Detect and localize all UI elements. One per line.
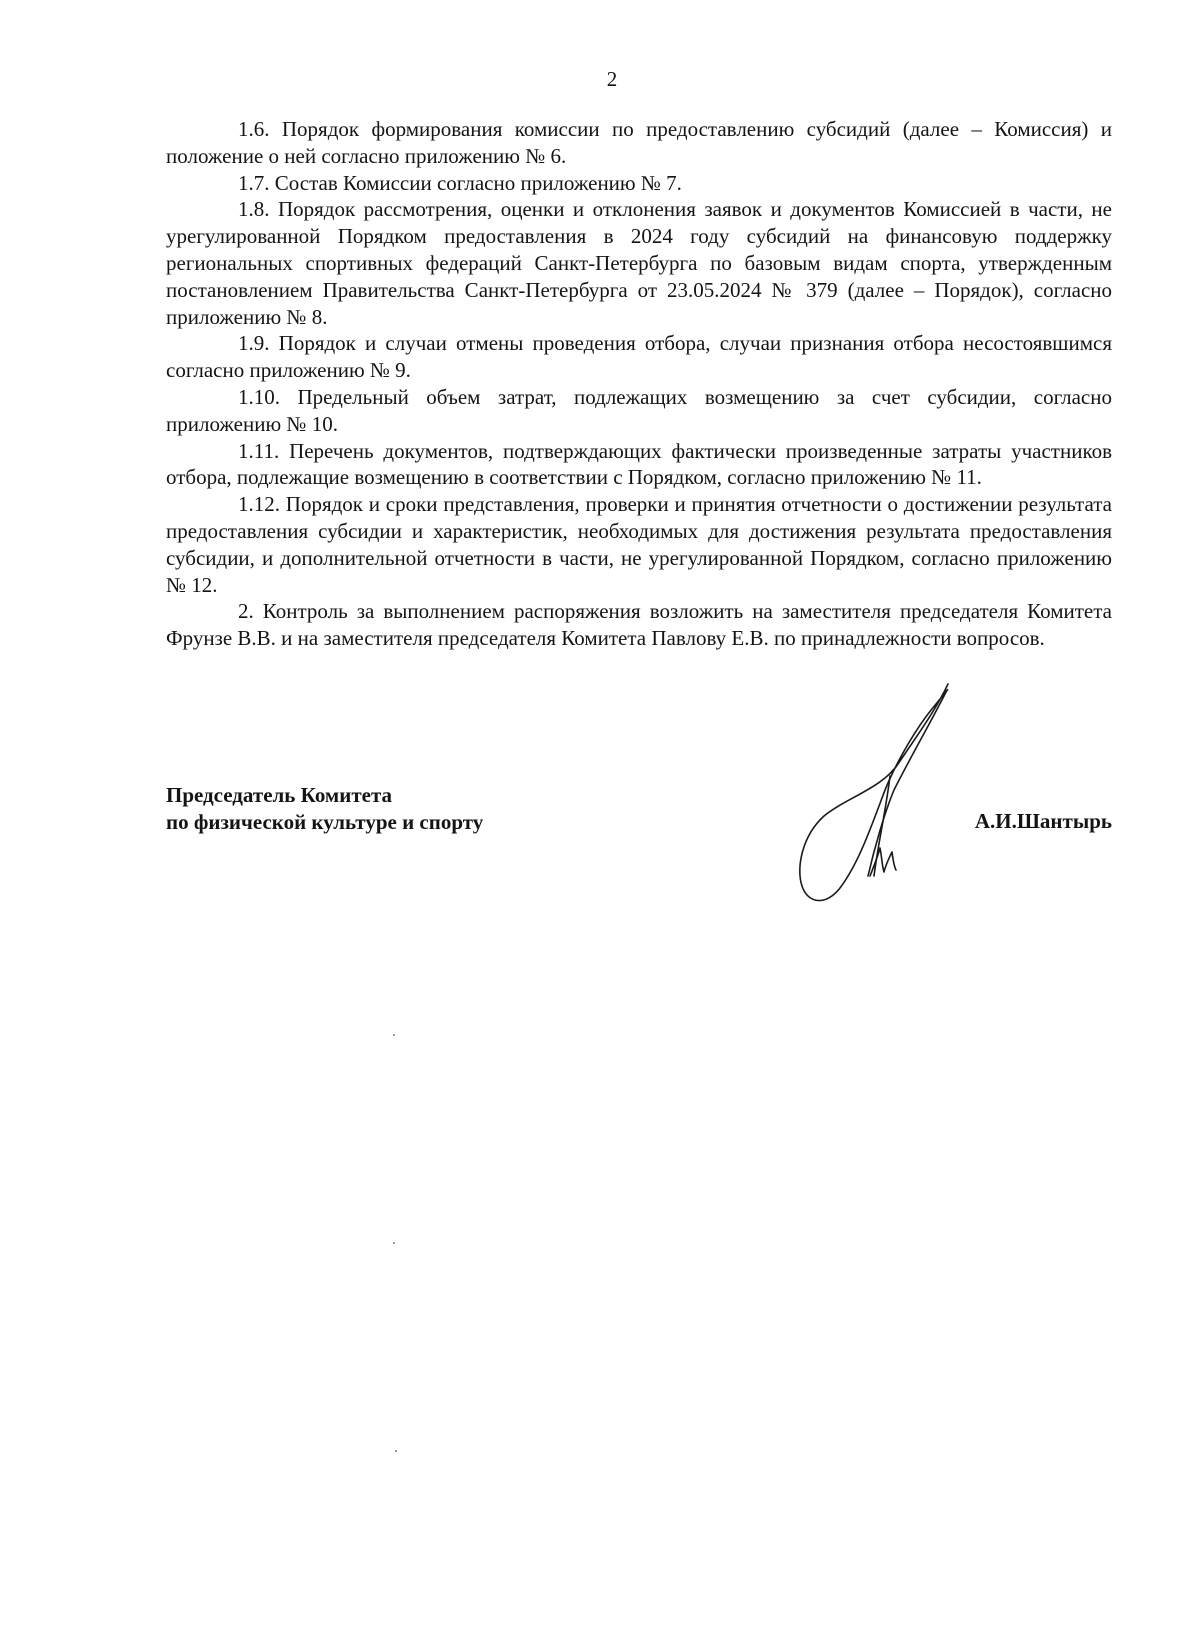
signatory-position-line2: по физической культуре и спорту	[166, 809, 484, 834]
signatory-position	[166, 782, 483, 835]
scan-speck	[395, 1450, 397, 1452]
paragraph-1-8: 1.8. Порядок рассмотрения, оценки и отклонения заявок и документов Комиссией в части, не урегулированной Порядком предоставления в 2024 году субсидий на финансовую поддержку региональных спортивных федераций Санкт-Петербурга по базовым видам спорта, утвержденным постановлением Правительства Санкт-Петербурга от 23.05.2024 № 379 (далее – Порядок), согласно приложению № 8.	[166, 197, 1112, 329]
signatory-position-line1: Председатель Комитета	[166, 783, 393, 807]
signatory-name: А.И.Шантырь	[974, 809, 1112, 833]
paragraph-1-6: 1.6. Порядок формирования комиссии по предоставлению субсидий (далее – Комиссия) и положение о ней согласно приложению № 6.	[166, 117, 1112, 168]
paragraph-1-12: 1.12. Порядок и сроки представления, проверки и принятия отчетности о достижении результата предоставления субсидии и характеристик, необходимых для достижения результата предоставления субсидии, и дополнительной отчетности в части, не урегулированной Порядком, согласно приложению № 12.	[166, 492, 1112, 597]
paragraph-1-9: 1.9. Порядок и случаи отмены проведения отбора, случаи признания отбора несостоявшимся согласно приложению № 9.	[166, 331, 1112, 383]
paragraph-2: 2. Контроль за выполнением распоряжения возложить на заместителя председателя Комитета Фрунзе В.В. и на заместителя председателя Комитета Павлову Е.В. по принадлежности вопросов.	[166, 599, 1112, 651]
scan-speck	[393, 1242, 395, 1244]
handwritten-signature	[786, 680, 966, 920]
paragraph-1-10: 1.10. Предельный объем затрат, подлежащих возмещению за счет субсидии, согласно приложению № 10.	[166, 384, 1112, 436]
paragraph-1-11: 1.11. Перечень документов, подтверждающих фактически произведенные затраты участников отбора, подлежащие возмещению в соответствии с Порядком, согласно приложению № 11.	[166, 438, 1112, 490]
paragraph-1-7: 1.7. Состав Комиссии согласно приложению № 7.	[238, 170, 682, 195]
page-number: 2	[606, 67, 618, 91]
document-body	[166, 116, 1112, 652]
scan-speck	[393, 1034, 395, 1036]
